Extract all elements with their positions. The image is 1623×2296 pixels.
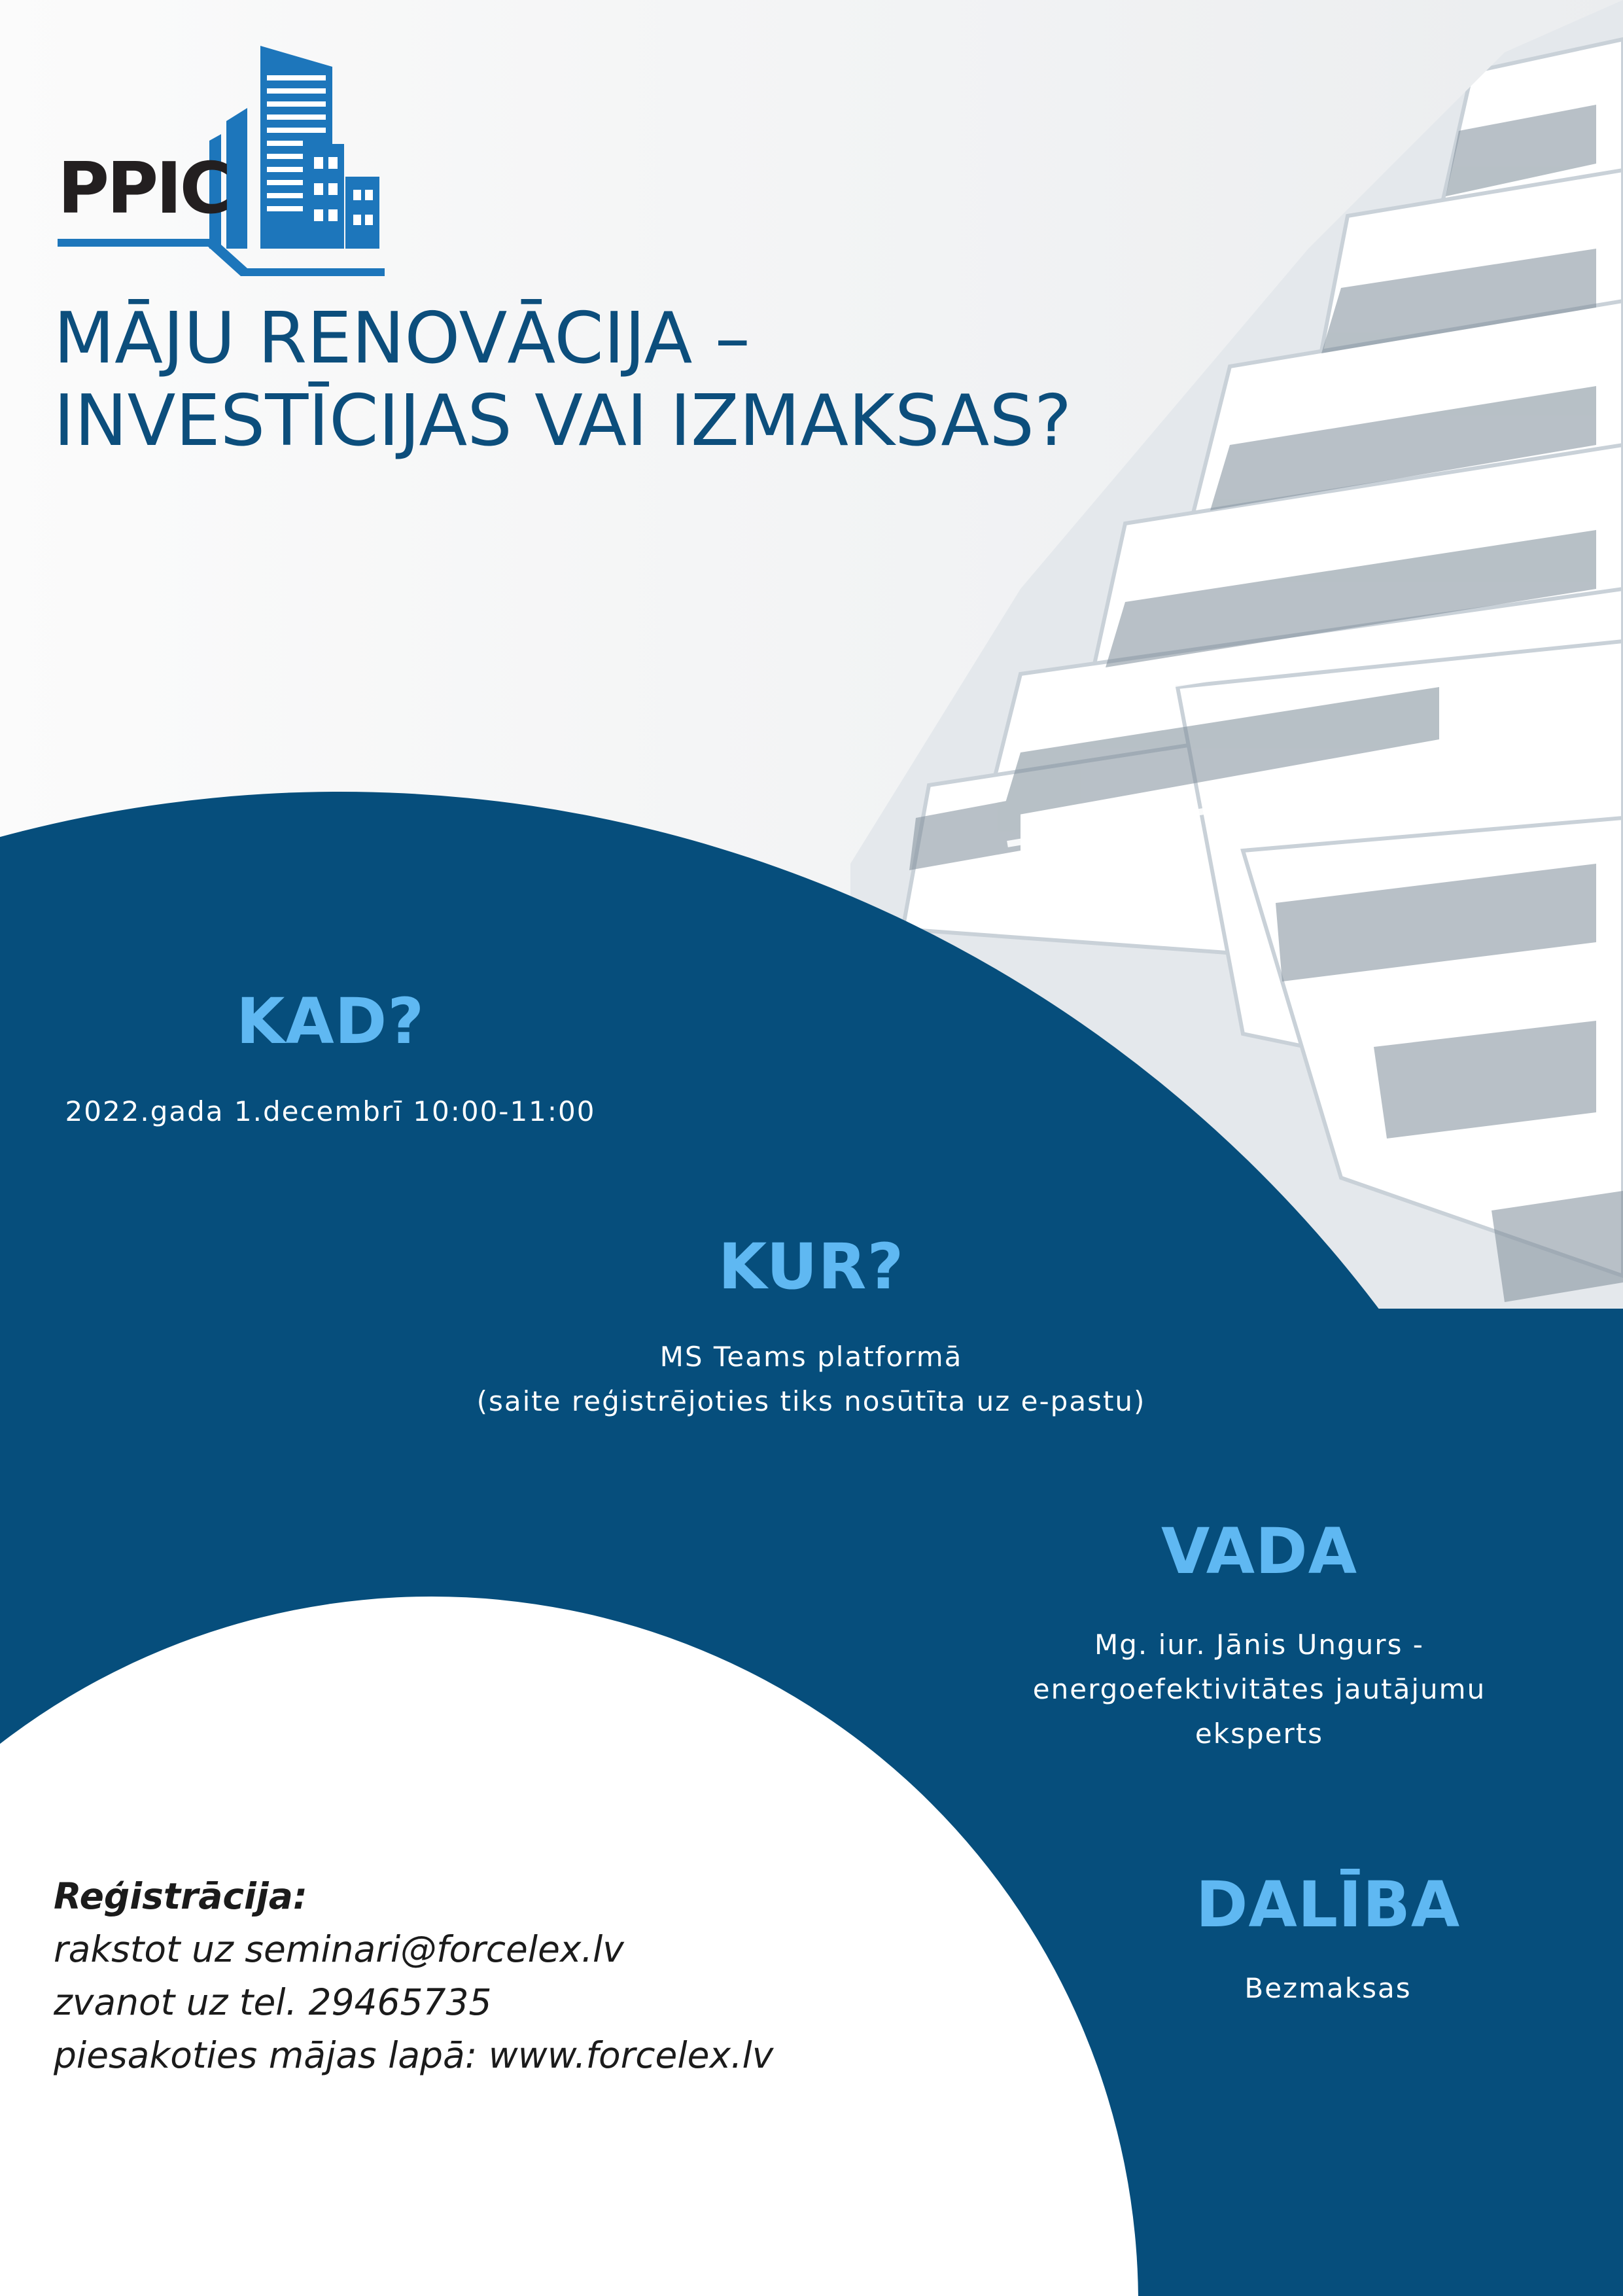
ppic-logo: [58, 46, 391, 281]
host-line-1: Mg. iur. Jānis Ungurs -: [1094, 1629, 1424, 1661]
host-line-2: energoefektivitātes jautājumu: [1032, 1673, 1486, 1705]
where-text: [419, 1335, 1204, 1424]
participation-text: [1164, 1966, 1492, 2011]
title-line-2: INVESTĪCIJAS VAI IZMAKSAS?: [54, 380, 1072, 462]
registration-block: [54, 1870, 773, 2082]
host-text: [981, 1623, 1537, 1756]
when-heading: KAD?: [236, 985, 425, 1058]
when-date: 2022.gada 1.decembrī 10:00-11:00: [65, 1095, 596, 1127]
when-text: [26, 1089, 635, 1134]
host-heading: VADA: [1161, 1515, 1358, 1588]
where-heading: KUR?: [718, 1230, 905, 1303]
host-line-3: eksperts: [1195, 1718, 1324, 1750]
logo-text: PPIC: [58, 148, 229, 230]
where-line-1: MS Teams platformā: [659, 1341, 963, 1373]
participation-price: Bezmaksas: [1244, 1972, 1412, 2004]
registration-email[interactable]: rakstot uz seminari@forcelex.lv: [54, 1928, 624, 1970]
title-line-1: MĀJU RENOVĀCIJA –: [54, 298, 750, 380]
registration-website[interactable]: piesakoties mājas lapā: www.forcelex.lv: [54, 2034, 774, 2076]
page-title: [54, 298, 1072, 463]
participation-heading: DALĪBA: [1195, 1868, 1461, 1941]
where-line-2: (saite reģistrējoties tiks nosūtīta uz e-pastu): [476, 1385, 1146, 1417]
registration-phone[interactable]: zvanot uz tel. 29465735: [54, 1981, 492, 2023]
registration-heading: Reģistrācija:: [54, 1875, 307, 1917]
